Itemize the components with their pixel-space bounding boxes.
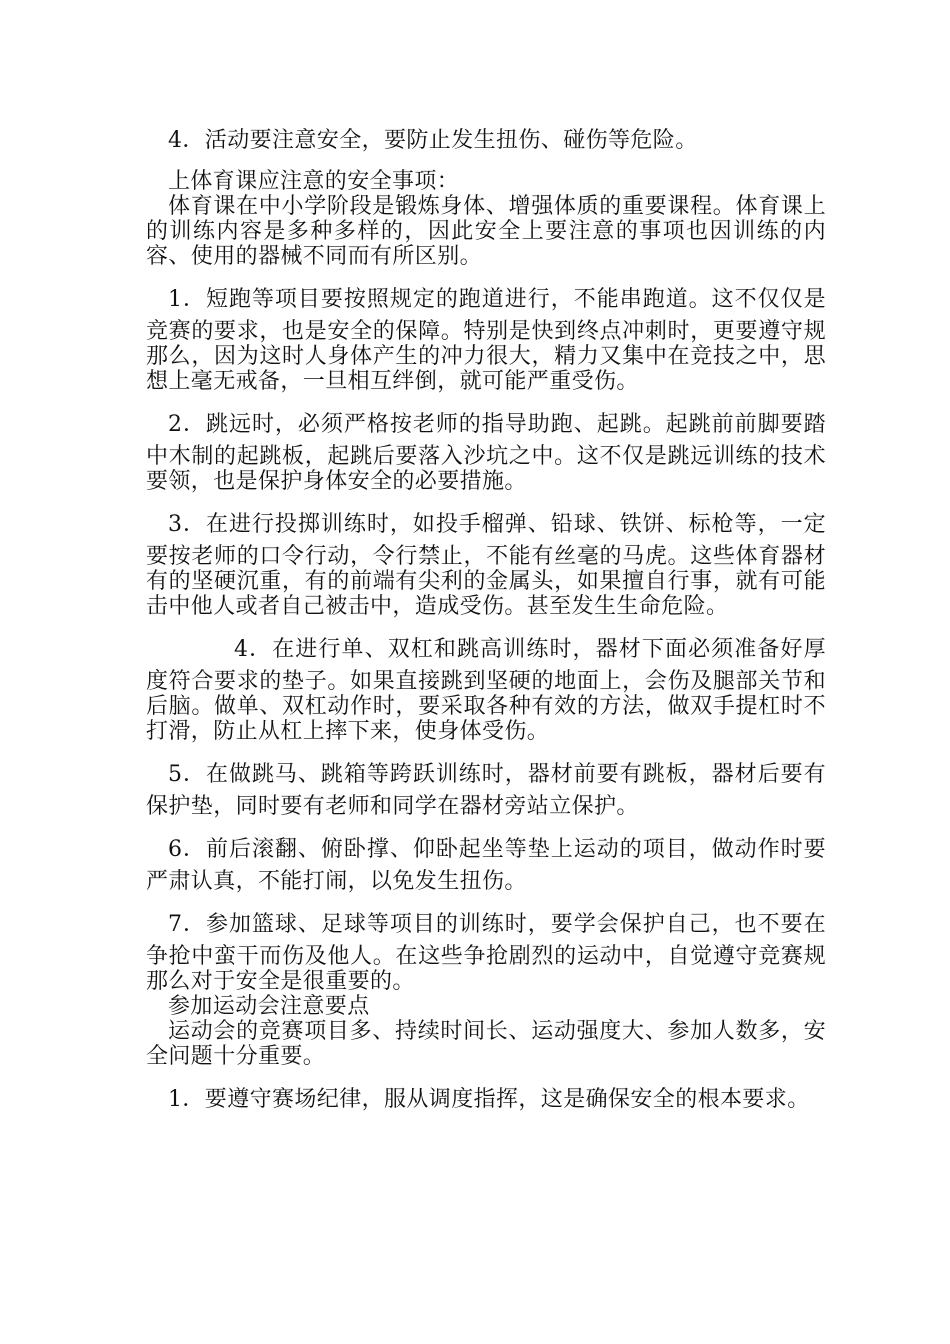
paragraph-ball-games: 7．参加篮球、足球等项目的训练时，要学会保护自己，也不要在争抢中蛮干而伤及他人。在这些争抢剧烈的运动中，自觉遵守竞赛规那么对于安全是很重要的。 — [146, 912, 826, 994]
paragraph-sports-meet-intro: 运动会的竞赛项目多、持续时间长、运动强度大、参加人数多，安全问题十分重要。 — [146, 1019, 826, 1069]
paragraph-vaulting: 5．在做跳马、跳箱等跨跃训练时，器材前要有跳板，器材后要有保护垫，同时要有老师和同学在器材旁站立保护。 — [146, 762, 826, 819]
heading-sports-meet: 参加运动会注意要点 — [168, 994, 370, 1019]
paragraph-pe-intro: 体育课在中小学阶段是锻炼身体、增强体质的重要课程。体育课上的训练内容是多种多样的，因此安全上要注意的事项也因训练的内容、使用的器械不同而有所区别。 — [146, 194, 826, 269]
paragraph-activity-safety: 4．活动要注意安全，要防止发生扭伤、碰伤等危险。 — [168, 128, 698, 153]
heading-pe-class-safety: 上体育课应注意的安全事项： — [168, 169, 460, 194]
paragraph-long-jump: 2．跳远时，必须严格按老师的指导助跑、起跳。起跳前前脚要踏中木制的起跳板，起跳后要落入沙坑之中。这不仅是跳远训练的技术要领，也是保护身体安全的必要措施。 — [146, 412, 826, 494]
paragraph-bars-high-jump: 4．在进行单、双杠和跳高训练时，器材下面必须准备好厚度符合要求的垫子。如果直接跳到坚硬的地面上，会伤及腿部关节和后脑。做单、双杠动作时，要采取各种有效的方法，做双手提杠时不打滑，防止从杠上摔下来，使身体受伤。 — [146, 637, 826, 744]
paragraph-venue-discipline: 1．要遵守赛场纪律，服从调度指挥，这是确保安全的根本要求。 — [168, 1087, 810, 1112]
paragraph-throwing: 3．在进行投掷训练时，如投手榴弹、铅球、铁饼、标枪等，一定要按老师的口令行动，令行禁止，不能有丝毫的马虎。这些体育器材有的坚硬沉重，有的前端有尖利的金属头，如果擅自行事，就有可能击中他人或者自己被击中，造成受伤。甚至发生生命危险。 — [146, 512, 826, 619]
paragraph-mat-exercises: 6．前后滚翻、俯卧撑、仰卧起坐等垫上运动的项目，做动作时要严肃认真，不能打闹，以免发生扭伤。 — [146, 837, 826, 894]
document-page — [146, 128, 826, 1119]
paragraph-sprint: 1．短跑等项目要按照规定的跑道进行，不能串跑道。这不仅仅是竞赛的要求，也是安全的保障。特别是快到终点冲刺时，更要遵守规那么，因为这时人身体产生的冲力很大，精力又集中在竞技之中，思想上毫无戒备，一旦相互绊倒，就可能严重受伤。 — [146, 287, 826, 394]
